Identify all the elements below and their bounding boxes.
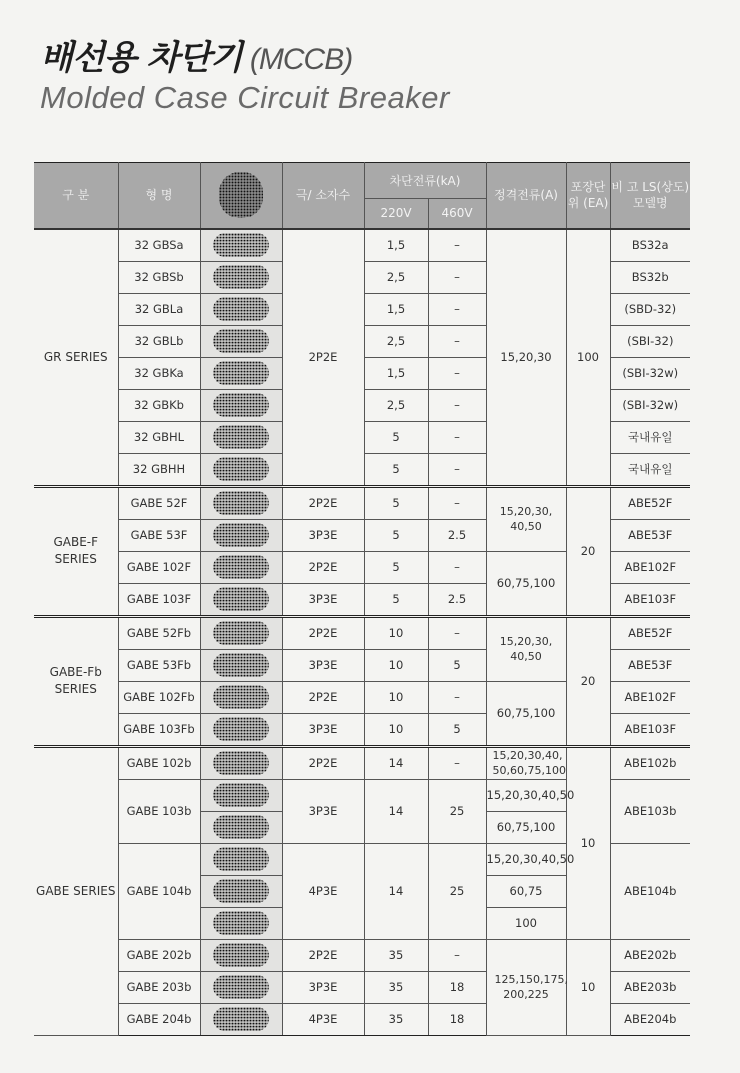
header-460v: 460V <box>428 199 486 229</box>
rated-current-cell: 15,20,30,40, 50,60,75,100 <box>486 746 566 779</box>
v220-cell: 1,5 <box>364 229 428 262</box>
remark-cell: (SBI-32) <box>610 325 690 357</box>
poles-cell: 3P3E <box>282 649 364 681</box>
model-cell: GABE 53Fb <box>118 649 200 681</box>
remark-cell: 국내유일 <box>610 453 690 486</box>
v460-cell: – <box>428 261 486 293</box>
breaker-image-icon <box>213 425 269 449</box>
v220-cell: 14 <box>364 746 428 779</box>
header-220v: 220V <box>364 199 428 229</box>
v220-cell: 10 <box>364 616 428 649</box>
product-image-cell <box>200 649 282 681</box>
pack-unit-cell: 20 <box>566 486 610 616</box>
poles-cell: 4P3E <box>282 1003 364 1035</box>
header-model: 형 명 <box>118 163 200 229</box>
v460-cell: – <box>428 421 486 453</box>
remark-cell: ABE103F <box>610 583 690 616</box>
product-image-cell <box>200 551 282 583</box>
v460-cell: 2.5 <box>428 583 486 616</box>
breaker-image-icon <box>213 751 269 775</box>
remark-cell: (SBI-32w) <box>610 357 690 389</box>
model-cell: GABE 204b <box>118 1003 200 1035</box>
header-category: 구 분 <box>34 163 118 229</box>
remark-cell: (SBD-32) <box>610 293 690 325</box>
v220-cell: 35 <box>364 971 428 1003</box>
product-image-cell <box>200 616 282 649</box>
group-gabe-series <box>34 746 690 1035</box>
product-image-cell <box>200 421 282 453</box>
header-rated-current: 정격전류(A) <box>486 163 566 229</box>
v220-cell: 5 <box>364 519 428 551</box>
poles-cell: 3P3E <box>282 971 364 1003</box>
remark-cell: ABE52F <box>610 616 690 649</box>
page-subtitle: Molded Case Circuit Breaker <box>40 80 450 115</box>
product-image-cell <box>200 389 282 421</box>
model-cell: 32 GBKa <box>118 357 200 389</box>
model-cell: 32 GBHH <box>118 453 200 486</box>
pack-unit-cell: 10 <box>566 939 610 1035</box>
model-cell: 32 GBLb <box>118 325 200 357</box>
v460-cell: – <box>428 357 486 389</box>
product-image-cell <box>200 486 282 519</box>
series-label: GR SERIES <box>34 229 118 487</box>
rated-current-cell: 15,20,30,40,50 <box>486 779 566 811</box>
product-image-cell <box>200 713 282 746</box>
v220-cell: 35 <box>364 939 428 971</box>
remark-cell: 국내유일 <box>610 421 690 453</box>
product-image-cell <box>200 293 282 325</box>
product-image-cell <box>200 907 282 939</box>
remark-cell: ABE102b <box>610 746 690 779</box>
breaker-image-icon <box>213 685 269 709</box>
v220-cell: 5 <box>364 486 428 519</box>
breaker-image-icon <box>213 297 269 321</box>
poles-cell: 3P3E <box>282 779 364 843</box>
rated-current-cell: 15,20,30 <box>486 229 566 487</box>
product-image-cell <box>200 583 282 616</box>
model-cell: GABE 103Fb <box>118 713 200 746</box>
series-label: GABE SERIES <box>34 746 118 1035</box>
v220-cell: 14 <box>364 843 428 939</box>
remark-cell: ABE104b <box>610 843 690 939</box>
remark-cell: ABE204b <box>610 1003 690 1035</box>
v460-cell: 5 <box>428 649 486 681</box>
model-cell: GABE 52F <box>118 486 200 519</box>
mccb-spec-table <box>34 162 690 1036</box>
breaker-image-icon <box>213 783 269 807</box>
v220-cell: 5 <box>364 583 428 616</box>
breaker-image-icon <box>213 361 269 385</box>
product-image-cell <box>200 325 282 357</box>
remark-cell: ABE103F <box>610 713 690 746</box>
breaker-image-icon <box>213 975 269 999</box>
rated-current-cell: 60,75 <box>486 875 566 907</box>
breaker-image-icon <box>213 491 269 515</box>
model-cell: GABE 103b <box>118 779 200 843</box>
model-cell: 32 GBSb <box>118 261 200 293</box>
header-poles: 극/ 소자수 <box>282 163 364 229</box>
remark-cell: ABE103b <box>610 779 690 843</box>
v220-cell: 5 <box>364 421 428 453</box>
group-gabe-fb-series <box>34 616 690 746</box>
product-image-cell <box>200 229 282 262</box>
remark-cell: ABE102F <box>610 681 690 713</box>
header-pack-unit: 포장단위 (EA) <box>566 163 610 229</box>
poles-cell: 2P2E <box>282 681 364 713</box>
poles-cell: 2P2E <box>282 939 364 971</box>
rated-current-cell: 125,150,175, 200,225 <box>486 939 566 1035</box>
v460-cell: – <box>428 325 486 357</box>
poles-cell: 3P3E <box>282 583 364 616</box>
breaker-image-icon <box>213 523 269 547</box>
v460-cell: – <box>428 229 486 262</box>
v220-cell: 1,5 <box>364 293 428 325</box>
v460-cell: – <box>428 616 486 649</box>
breaker-image-icon <box>219 172 263 218</box>
v220-cell: 10 <box>364 681 428 713</box>
breaker-image-icon <box>213 911 269 935</box>
product-image-cell <box>200 1003 282 1035</box>
v460-cell: 18 <box>428 971 486 1003</box>
remark-cell: ABE53F <box>610 649 690 681</box>
remark-cell: (SBI-32w) <box>610 389 690 421</box>
model-cell: GABE 104b <box>118 843 200 939</box>
poles-cell: 2P2E <box>282 486 364 519</box>
v460-cell: 25 <box>428 779 486 843</box>
v220-cell: 10 <box>364 649 428 681</box>
poles-cell: 2P2E <box>282 746 364 779</box>
group-gabe-f-series <box>34 486 690 616</box>
rated-current-cell: 15,20,30, 40,50 <box>486 486 566 551</box>
model-cell: 32 GBSa <box>118 229 200 262</box>
group-gr-series <box>34 229 690 487</box>
title-korean: 배선용 차단기 <box>40 38 242 78</box>
poles-cell: 2P2E <box>282 229 364 487</box>
v460-cell: – <box>428 453 486 486</box>
rated-current-cell: 60,75,100 <box>486 551 566 616</box>
remark-cell: ABE202b <box>610 939 690 971</box>
model-cell: 32 GBLa <box>118 293 200 325</box>
product-image-cell <box>200 453 282 486</box>
v460-cell: – <box>428 389 486 421</box>
breaker-image-icon <box>213 329 269 353</box>
product-image-cell <box>200 519 282 551</box>
product-image-cell <box>200 875 282 907</box>
breaker-image-icon <box>213 555 269 579</box>
product-image-cell <box>200 746 282 779</box>
v220-cell: 14 <box>364 779 428 843</box>
v460-cell: – <box>428 746 486 779</box>
v460-cell: – <box>428 486 486 519</box>
v220-cell: 2,5 <box>364 325 428 357</box>
v220-cell: 35 <box>364 1003 428 1035</box>
breaker-image-icon <box>213 815 269 839</box>
breaker-image-icon <box>213 393 269 417</box>
product-image-cell <box>200 779 282 811</box>
header-image <box>200 163 282 229</box>
model-cell: GABE 203b <box>118 971 200 1003</box>
v220-cell: 5 <box>364 551 428 583</box>
breaker-image-icon <box>213 621 269 645</box>
rated-current-cell: 60,75,100 <box>486 811 566 843</box>
rated-current-cell: 15,20,30,40,50 <box>486 843 566 875</box>
v460-cell: 5 <box>428 713 486 746</box>
v460-cell: 2.5 <box>428 519 486 551</box>
breaker-image-icon <box>213 457 269 481</box>
title-abbreviation: (MCCB) <box>249 43 353 76</box>
v460-cell: – <box>428 551 486 583</box>
breaker-image-icon <box>213 265 269 289</box>
v460-cell: 18 <box>428 1003 486 1035</box>
v220-cell: 2,5 <box>364 261 428 293</box>
breaker-image-icon <box>213 943 269 967</box>
header-breaking-current: 차단전류(kA) <box>364 163 486 199</box>
model-cell: GABE 102b <box>118 746 200 779</box>
v220-cell: 5 <box>364 453 428 486</box>
rated-current-cell: 100 <box>486 907 566 939</box>
pack-unit-cell: 100 <box>566 229 610 487</box>
breaker-image-icon <box>213 879 269 903</box>
v460-cell: – <box>428 681 486 713</box>
poles-cell: 2P2E <box>282 616 364 649</box>
product-image-cell <box>200 811 282 843</box>
model-cell: GABE 52Fb <box>118 616 200 649</box>
v220-cell: 10 <box>364 713 428 746</box>
product-image-cell <box>200 971 282 1003</box>
model-cell: 32 GBKb <box>118 389 200 421</box>
remark-cell: ABE102F <box>610 551 690 583</box>
v460-cell: 25 <box>428 843 486 939</box>
model-cell: GABE 102Fb <box>118 681 200 713</box>
v220-cell: 2,5 <box>364 389 428 421</box>
poles-cell: 3P3E <box>282 713 364 746</box>
poles-cell: 4P3E <box>282 843 364 939</box>
breaker-image-icon <box>213 233 269 257</box>
poles-cell: 3P3E <box>282 519 364 551</box>
v460-cell: – <box>428 293 486 325</box>
pack-unit-cell: 10 <box>566 746 610 939</box>
product-image-cell <box>200 681 282 713</box>
remark-cell: BS32a <box>610 229 690 262</box>
breaker-image-icon <box>213 587 269 611</box>
poles-cell: 2P2E <box>282 551 364 583</box>
breaker-image-icon <box>213 847 269 871</box>
breaker-image-icon <box>213 1007 269 1031</box>
series-label: GABE-Fb SERIES <box>34 616 118 746</box>
v460-cell: – <box>428 939 486 971</box>
remark-cell: ABE52F <box>610 486 690 519</box>
product-image-cell <box>200 357 282 389</box>
rated-current-cell: 15,20,30, 40,50 <box>486 616 566 681</box>
pack-unit-cell: 20 <box>566 616 610 746</box>
model-cell: GABE 103F <box>118 583 200 616</box>
series-label: GABE-F SERIES <box>34 486 118 616</box>
breaker-image-icon <box>213 653 269 677</box>
remark-cell: BS32b <box>610 261 690 293</box>
product-image-cell <box>200 843 282 875</box>
header-remarks: 비 고 LS(상도)모델명 <box>610 163 690 229</box>
model-cell: GABE 53F <box>118 519 200 551</box>
model-cell: GABE 102F <box>118 551 200 583</box>
remark-cell: ABE203b <box>610 971 690 1003</box>
page-title <box>40 30 352 79</box>
product-image-cell <box>200 939 282 971</box>
product-image-cell <box>200 261 282 293</box>
model-cell: 32 GBHL <box>118 421 200 453</box>
breaker-image-icon <box>213 717 269 741</box>
remark-cell: ABE53F <box>610 519 690 551</box>
rated-current-cell: 60,75,100 <box>486 681 566 746</box>
v220-cell: 1,5 <box>364 357 428 389</box>
model-cell: GABE 202b <box>118 939 200 971</box>
